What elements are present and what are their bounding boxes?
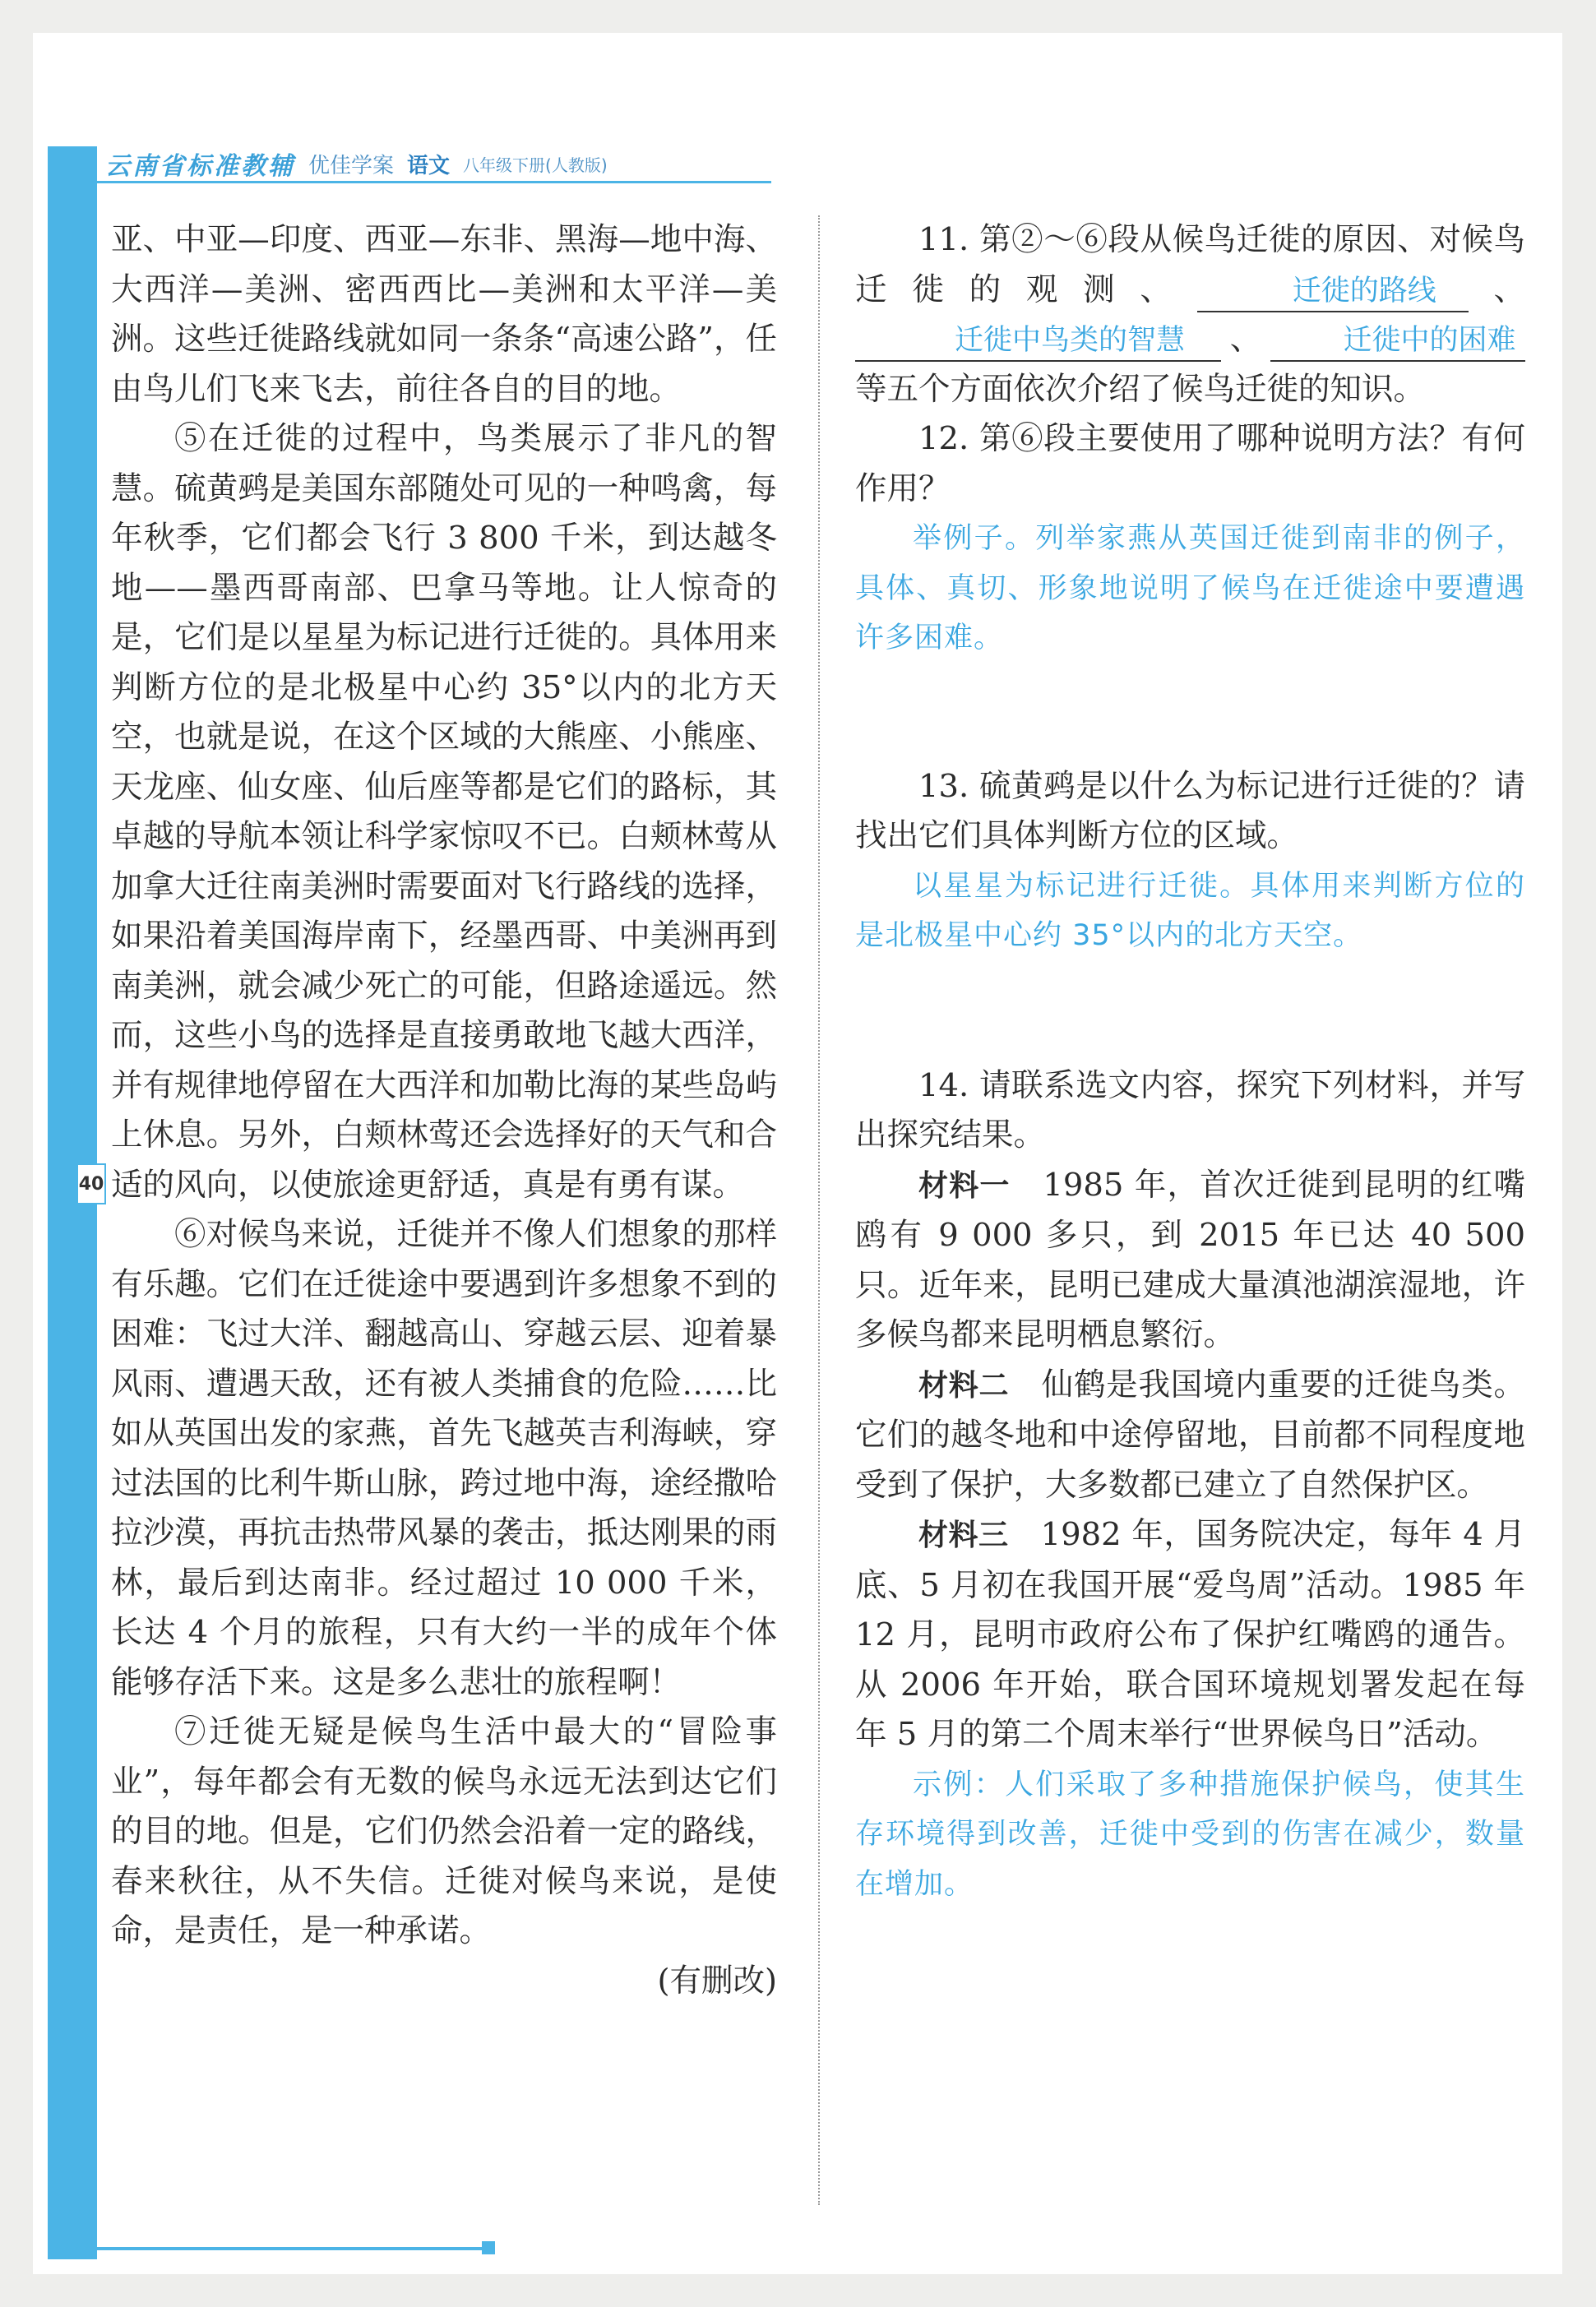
- q11-text: 11. 第②～⑥段从候鸟迁徙的原因、对候鸟迁徙的观测、: [855, 221, 1525, 308]
- page-header: [97, 146, 779, 181]
- paragraph-7: ⑦迁徙无疑是候鸟生活中最大的“冒险事业”，每年都会有无数的候鸟永远无法到达它们的目的地。但是，它们仍然会沿着一定的路线，春来秋往，从不失信。迁徙对候鸟来说，是使命，是责任，是一种承诺。: [111, 1713, 777, 1949]
- header-grade: 八年级下册(人教版): [463, 155, 608, 175]
- material-1-label: 材料一: [918, 1168, 1011, 1203]
- answer-space: [855, 663, 1525, 762]
- paragraph-5: ⑤在迁徙的过程中，鸟类展示了非凡的智慧。硫黄鹀是美国东部随处可见的一种鸣禽，每年秋季，它们都会飞行 3 800 千米，到达越冬地——墨西哥南部、巴拿马等地。让人惊奇的是，它们是以星星为标记进行迁徙的。具体用来判断方位的是北极星中心约 35°以内的北方天空，也就是说，在这个区域的大熊座、小熊座、天龙座、仙女座、仙后座等都是它们的路标，其卓越的导航本领让科学家惊叹不已。白颊林莺从加拿大迁往南美洲时需要面对飞行路线的选择，如果沿着美国海岸南下，经墨西哥、中美洲再到南美洲，就会减少死亡的可能，但路途遥远。然而，这些小鸟的选择是直接勇敢地飞越大西洋，并有规律地停留在大西洋和加勒比海的某些岛屿上休息。另外，白颊林莺还会选择好的天气和合适的风向，以使旅途更舒适，真是有勇有谋。: [111, 420, 777, 1204]
- material-3: [855, 1510, 1525, 1760]
- right-column: [855, 215, 1525, 1909]
- header-subject: 语文: [407, 153, 451, 178]
- header-rule: [97, 181, 771, 183]
- bottom-rule: [97, 2247, 483, 2250]
- source-note: (有删改): [657, 1962, 777, 2000]
- answer-14[interactable]: 示例：人们采取了多种措施保护候鸟，使其生存环境得到改善，迁徙中受到的伤害在减少，数量在增加。: [855, 1768, 1525, 1901]
- q11-blank-2[interactable]: 迁徙中鸟类的智慧: [855, 321, 1221, 362]
- material-3-label: 材料三: [918, 1519, 1009, 1552]
- material-1-text: 1985 年，首次迁徙到昆明的红嘴鸥有 9 000 多只，到 2015 年已达 40 500 只。近年来，昆明已建成大量滇池湖滨湿地，许多候鸟都来昆明栖息繁衍。: [855, 1166, 1525, 1353]
- question-14: 14. 请联系选文内容，探究下列材料，并写出探究结果。: [855, 1066, 1525, 1154]
- column-divider: [818, 215, 820, 2205]
- material-3-text: 1982 年，国务院决定，每年 4 月底、5 月初在我国开展“爱鸟周”活动。1985 年 12 月，昆明市政府公布了保护红嘴鸥的通告。从 2006 年开始，联合国环境规划署发起在每年 5 月的第二个周末举行“世界候鸟日”活动。: [855, 1516, 1525, 1753]
- paragraph-6: ⑥对候鸟来说，迁徙并不像人们想象的那样有乐趣。它们在迁徙途中要遇到许多想象不到的困难：飞过大洋、翻越高山、穿越云层、迎着暴风雨、遭遇天敌，还有被人类捕食的危险……比如从英国出发的家燕，首先飞越英吉利海峡，穿过法国的比利牛斯山脉，跨过地中海，途经撒哈拉沙漠，再抗击热带风暴的袭击，抵达刚果的雨林，最后到达南非。经过超过 10 000 千米，长达 4 个月的旅程，只有大约一半的成年个体能够存活下来。这是多么悲壮的旅程啊！: [111, 1216, 777, 1701]
- material-2-label: 材料二: [918, 1368, 1010, 1403]
- material-1: [855, 1161, 1525, 1361]
- answer-13[interactable]: 以星星为标记进行迁徙。具体用来判断方位的是北极星中心约 35°以内的北方天空。: [855, 869, 1525, 952]
- header-series: 优佳学案: [308, 153, 395, 178]
- q11-text-end: 等五个方面依次介绍了候鸟迁徙的知识。: [855, 370, 1426, 408]
- q11-blank-3[interactable]: 迁徙中的困难: [1270, 321, 1525, 362]
- material-2: [855, 1361, 1525, 1511]
- paragraph-4-tail: 亚、中亚—印度、西亚—东非、黑海—地中海、大西洋—美洲、密西西比—美洲和太平洋—美洲。这些迁徙路线就如同一条条“高速公路”，任由鸟儿们飞来飞去，前往各自的目的地。: [111, 221, 777, 408]
- answer-space: [855, 961, 1525, 1061]
- page-number: 40: [78, 1163, 106, 1204]
- bottom-marker: [482, 2241, 495, 2254]
- q11-blank-1[interactable]: 迁徙的路线: [1197, 271, 1469, 312]
- left-column: [111, 215, 777, 2006]
- question-12: 12. 第⑥段主要使用了哪种说明方法？有何作用？: [855, 420, 1525, 507]
- question-13: 13. 硫黄鹀是以什么为标记进行迁徙的？请找出它们具体判断方位的区域。: [855, 767, 1525, 854]
- question-11: [855, 215, 1525, 414]
- header-brand: 云南省标准教辅: [105, 152, 295, 181]
- q11-separator-2: 、: [1221, 321, 1270, 358]
- answer-12[interactable]: 举例子。列举家燕从英国迁徙到南非的例子，具体、真切、形象地说明了候鸟在迁徙途中要遭遇许多困难。: [855, 522, 1525, 654]
- material-2-text: 仙鹤是我国境内重要的迁徙鸟类。它们的越冬地和中途停留地，目前都不同程度地受到了保护，大多数都已建立了自然保护区。: [855, 1366, 1525, 1504]
- q11-separator-1: 、: [1468, 270, 1525, 308]
